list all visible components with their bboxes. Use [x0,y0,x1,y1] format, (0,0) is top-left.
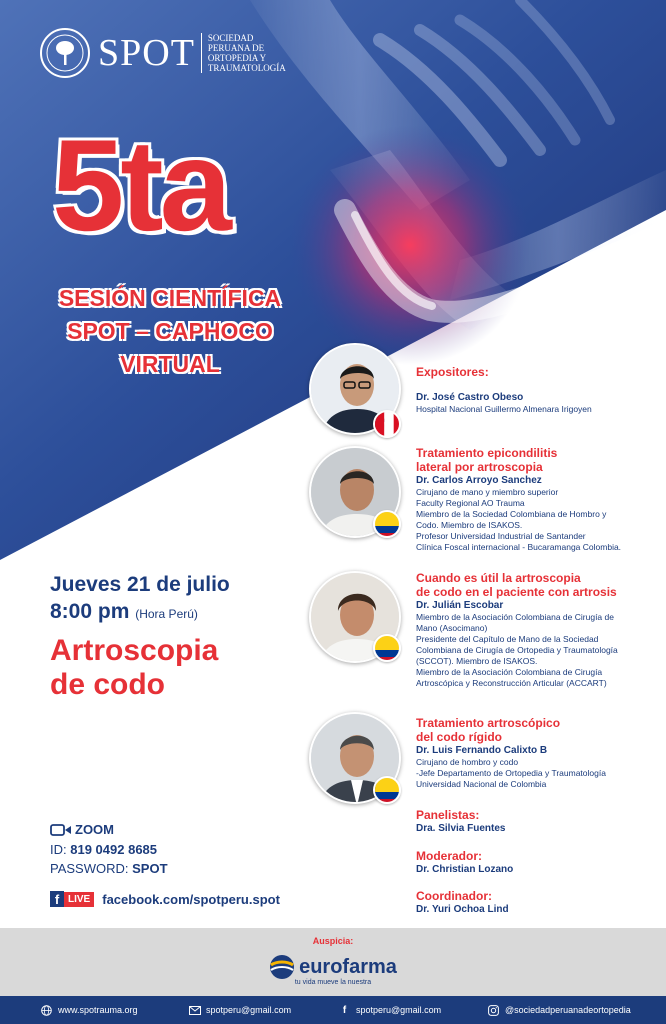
role-name: Dr. Yuri Ochoa Lind [416,904,509,915]
spot-logo [40,28,288,78]
speaker-credential: Mano (Asocimano) [416,623,488,633]
speaker-affiliation: Hospital Nacional Guillermo Almenara Irigoyen [416,404,592,414]
session-title-line1: SESIÓN CIENTÍFICA [58,285,282,311]
eurofarma-wordmark: eurofarma [299,955,397,978]
zoom-password-value: SPOT [132,861,168,876]
logo-subtitle [208,33,288,73]
speaker-credential: -Jefe Departamento de Ortopedia y Traumatología [416,768,606,778]
facebook-f-icon: f [342,1004,347,1016]
speaker-credential: Profesor Universidad Industrial de Santander [416,531,586,541]
role-label: Coordinador: [416,889,492,903]
event-topic-line2: de codo [50,668,166,701]
session-title-line3: VIRTUAL [120,351,220,377]
role-label: Panelistas: [416,808,480,822]
instagram-icon [487,1004,500,1017]
facebook-contact-link[interactable] [338,996,441,1024]
role-name: Dra. Silvia Fuentes [416,823,506,834]
speaker-name: Dr. Carlos Arroyo Sanchez [416,475,542,486]
zoom-password-row [50,859,168,878]
colombia-flag-icon [373,634,401,662]
speaker-credential: Miembro de la Asociación Colombiana de Cirugía de [416,612,614,622]
email-text: spotperu@gmail.com [206,1005,292,1015]
speaker-credential: Codo. Miembro de ISAKOS. [416,520,523,530]
talk-title: lateral por artroscopia [416,460,543,474]
speaker-block-calixto [416,716,661,790]
talk-title: de codo en el paciente con artrosis [416,585,617,599]
colombia-flag-icon [373,776,401,804]
website-link[interactable] [40,996,138,1024]
event-time-note: (Hora Perú) [135,607,198,621]
speaker-credential: Artroscópica y Reconstrucción Articular (ACCART) [416,678,607,688]
speaker-credential: Universidad Nacional de Colombia [416,779,547,789]
zoom-id-row [50,840,157,859]
contact-bar [0,996,666,1024]
speaker-name: Dr. Julián Escobar [416,600,504,611]
speaker-credential: Colombiana de Cirugía de Ortopedia y Traumatología [416,645,618,655]
role-coordinator [416,889,509,916]
logo-sub-line: ORTOPEDIA Y [207,53,267,63]
speaker-credential: (SCCOT). Miembro de ISAKOS. [416,656,538,666]
zoom-label: ZOOM [75,822,114,837]
session-number: 5ta [52,112,228,258]
sponsor-tagline: tu vida mueve la nuestra [294,979,372,986]
speakers-heading: Expositores: [416,365,489,379]
speaker-name: Dr. Luis Fernando Calixto B [416,745,548,756]
logo-sub-line: TRAUMATOLOGÍA [207,63,286,73]
facebook-contact-text: spotperu@gmail.com [356,1005,442,1015]
sponsor-bar [0,928,666,996]
facebook-live-link[interactable]: facebook.com/spotperu.spot [102,891,280,907]
talk-title: Cuando es útil la artroscopia [416,571,581,585]
speaker-credential: Miembro de la Asociación Colombiana de Cirugía [416,667,603,677]
event-time-row [50,600,198,626]
speaker-credential: Cirujano de hombro y codo [416,757,519,767]
role-moderator [416,849,513,876]
logo-divider [201,33,202,73]
logo-sub-line: PERUANA DE [207,43,265,53]
speaker-credential: Miembro de la Sociedad Colombiana de Hombro y [416,509,607,519]
speaker-block-arroyo [416,446,661,553]
speaker-credential: Faculty Regional AO Trauma [416,498,525,508]
facebook-icon: f [50,891,64,907]
speaker-credential: Cirujano de mano y miembro superior [416,487,559,497]
tree-seal-icon [40,28,90,78]
email-link[interactable] [188,996,291,1024]
zoom-label-row [50,820,114,839]
video-camera-icon [50,823,72,837]
role-panelists [416,808,505,835]
eurofarma-globe-icon [269,954,295,980]
speaker-block-castro [416,365,661,415]
website-text: www.spotrauma.org [58,1005,138,1015]
event-topic-line1: Artroscopia [50,634,219,667]
speaker-block-escobar [416,571,661,689]
eurofarma-logo [0,954,666,980]
logo-sub-line: SOCIEDAD [207,33,254,43]
role-name: Dr. Christian Lozano [416,864,514,875]
event-time: 8:00 pm [50,600,130,623]
speaker-name: Dr. José Castro Obeso [416,392,524,403]
talk-title: Tratamiento epicondilitis [416,446,558,460]
role-label: Moderador: [416,849,482,863]
talk-title: Tratamiento artroscópico [416,716,561,730]
session-title-line2: SPOT – CAPHOCO [67,318,273,344]
zoom-password-label: PASSWORD: [50,861,129,876]
instagram-link[interactable] [487,996,631,1024]
zoom-id-label: ID: [50,842,67,857]
mail-icon [188,1004,201,1017]
sponsor-label: Auspicia: [312,936,354,946]
talk-title: del codo rígido [416,730,502,744]
facebook-live-row[interactable] [50,891,280,907]
zoom-id-value[interactable]: 819 0492 8685 [70,842,158,857]
logo-wordmark: SPOT [98,32,195,74]
instagram-text: @sociedadperuanadeortopedia [505,1005,631,1015]
event-date: Jueves 21 de julio [50,573,230,596]
speaker-credential: Clínica Foscal internacional - Bucaramanga Colombia. [416,542,622,552]
peru-flag-icon [373,410,401,438]
speaker-credential: Presidente del Capítulo de Mano de la Sociedad [416,634,599,644]
live-badge: LIVE [64,892,94,907]
colombia-flag-icon [373,510,401,538]
globe-icon [40,1004,53,1017]
